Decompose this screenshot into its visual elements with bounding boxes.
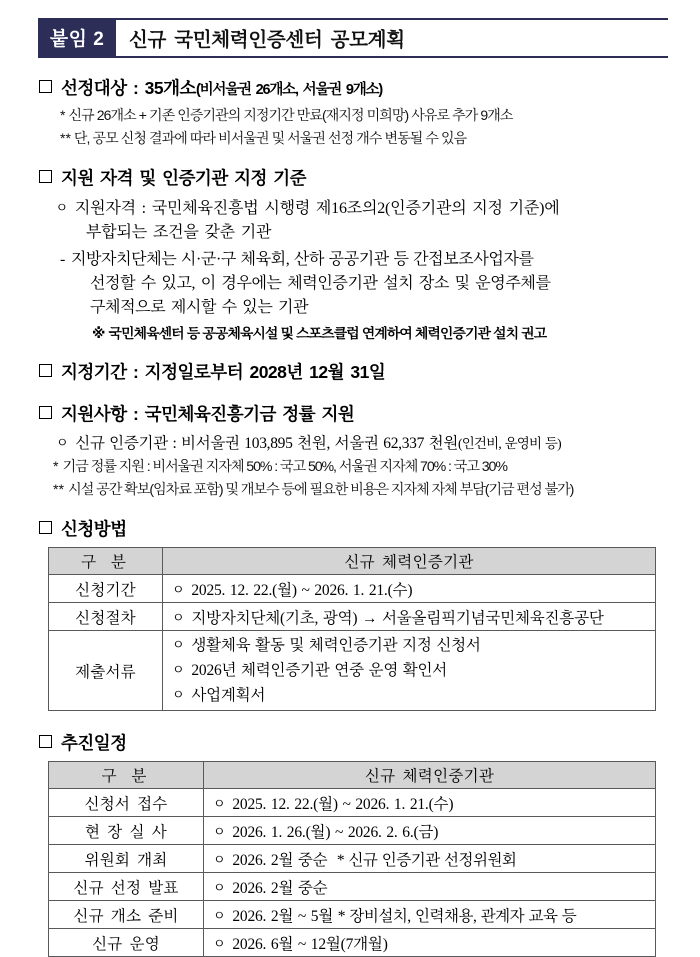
circle-bullet-icon: ㅇ bbox=[172, 687, 185, 703]
circle-bullet-icon: ㅇ bbox=[213, 879, 226, 895]
heading-implementation-schedule-text: 추진일정 bbox=[61, 733, 127, 754]
circle-bullet-icon: ㅇ bbox=[213, 851, 226, 867]
square-bullet-icon bbox=[39, 364, 52, 377]
support-item-main-paren: (인건비, 운영비 등) bbox=[458, 436, 561, 451]
circle-bullet-icon: ㅇ bbox=[172, 662, 185, 678]
table-row bbox=[49, 789, 656, 817]
submission-document-item-text: 사업계획서 bbox=[191, 687, 266, 705]
support-footnote-1-text: 기금 정률 지원 : 비서울권 지자체 50% : 국고 50%, 서울권 지자체 70% : 국고 30% bbox=[62, 459, 507, 475]
square-bullet-icon bbox=[39, 406, 52, 419]
row-label-site-inspection: 현 장 실 사 bbox=[49, 817, 204, 845]
submission-document-item bbox=[172, 633, 649, 658]
column-header-institution: 신규 체력인중기관 bbox=[204, 762, 656, 789]
double-asterisk-mark: ** bbox=[60, 130, 71, 146]
eligibility-item-1-line-2-wrap bbox=[34, 219, 668, 242]
row-value-opening-preparation bbox=[204, 901, 656, 929]
square-bullet-icon bbox=[39, 80, 52, 93]
submission-document-item bbox=[172, 658, 649, 683]
eligibility-reference-text: 국민체육센터 등 공공체육시설 및 스포츠클럽 연계하여 체력인증기관 설치 권고 bbox=[108, 326, 547, 341]
submission-document-item bbox=[172, 683, 649, 708]
heading-designation-period-text: 지정기간 : 지정일로부터 2028년 12월 31일 bbox=[61, 362, 386, 382]
eligibility-item-1-line-2: 부합되는 조건을 갖춘 기관 bbox=[86, 224, 272, 241]
row-label-selection-announcement: 신규 선정 발표 bbox=[49, 873, 204, 901]
eligibility-item-1-line-1: 지원자격 : 국민체육진흥법 시행령 제16조의2(인증기관의 지정 기준)에 bbox=[74, 200, 560, 217]
heading-support-details-text: 지원사항 : 국민체육진흥기금 정률 지원 bbox=[61, 404, 355, 424]
circle-bullet-icon: ㅇ bbox=[172, 637, 185, 652]
table-row bbox=[49, 845, 656, 873]
circle-bullet-icon: ㅇ bbox=[213, 795, 226, 811]
table-row bbox=[49, 901, 656, 929]
banner-title-wrap bbox=[116, 18, 668, 58]
attachment-badge: 붙임 2 bbox=[38, 18, 116, 58]
circle-bullet-icon: ㅇ bbox=[56, 435, 69, 450]
row-label-application-receipt: 신청서 접수 bbox=[49, 789, 204, 817]
heading-implementation-schedule bbox=[39, 730, 668, 755]
circle-bullet-icon: ㅇ bbox=[213, 935, 226, 951]
support-footnote-2 bbox=[34, 479, 668, 499]
row-value-committee-meeting-text: 2026. 2월 중순 bbox=[232, 851, 328, 869]
circle-bullet-icon: ㅇ bbox=[172, 609, 185, 625]
row-value-application-procedure bbox=[163, 603, 656, 631]
row-value-application-receipt bbox=[204, 789, 656, 817]
submission-document-item-text: 생활체육 활동 및 체력인증기관 지정 신청서 bbox=[191, 637, 481, 654]
table-header-row bbox=[49, 548, 656, 575]
eligibility-item-1 bbox=[34, 195, 668, 218]
row-label-new-operation: 신규 운영 bbox=[49, 929, 204, 957]
circle-bullet-icon: ㅇ bbox=[55, 200, 68, 215]
heading-eligibility-text: 지원 자격 및 인증기관 지정 기준 bbox=[61, 168, 307, 188]
row-value-opening-preparation-text: 2026. 2월 ~ 5월 bbox=[232, 907, 334, 925]
table-row bbox=[49, 817, 656, 845]
row-value-new-operation bbox=[204, 929, 656, 957]
row-value-selection-announcement bbox=[204, 873, 656, 901]
eligibility-item-2-line-3: 구체적으로 제시할 수 있는 기관 bbox=[90, 299, 309, 316]
square-bullet-icon bbox=[39, 735, 52, 748]
circle-bullet-icon: ㅇ bbox=[213, 823, 226, 839]
selection-note-1-text: 신규 26개소 + 기존 인증기관의 지정기간 만료(재지정 미희망) 사유로 추가 9개소 bbox=[68, 107, 513, 123]
row-label-opening-preparation: 신규 개소 준비 bbox=[49, 901, 204, 929]
row-label-application-period: 신청기간 bbox=[49, 575, 163, 603]
row-value-selection-announcement-text: 2026. 2월 중순 bbox=[232, 879, 328, 897]
heading-application-method-text: 신청방법 bbox=[61, 519, 127, 539]
eligibility-item-2-line-3-wrap bbox=[34, 294, 668, 317]
support-footnote-1 bbox=[34, 456, 668, 476]
circle-bullet-icon: ㅇ bbox=[213, 907, 226, 923]
row-value-committee-meeting bbox=[204, 845, 656, 873]
table-row bbox=[49, 603, 656, 631]
support-item-main-text: 신규 인증기관 : 비서울권 103,895 천원, 서울권 62,337 천원 bbox=[75, 435, 458, 452]
row-label-application-procedure: 신청절차 bbox=[49, 603, 163, 631]
square-bullet-icon bbox=[39, 521, 52, 534]
asterisk-mark: * bbox=[60, 107, 66, 123]
square-bullet-icon bbox=[39, 170, 52, 183]
row-value-new-operation-text: 2026. 6월 ~ 12월(7개월) bbox=[232, 935, 388, 953]
circle-bullet-icon: ㅇ bbox=[172, 581, 185, 597]
column-header-division: 구 분 bbox=[49, 548, 163, 575]
heading-application-method bbox=[39, 516, 668, 541]
eligibility-item-2 bbox=[34, 246, 668, 269]
eligibility-reference-note bbox=[34, 322, 668, 342]
column-header-institution: 신규 체력인증기관 bbox=[163, 548, 656, 575]
selection-note-1 bbox=[34, 105, 668, 125]
heading-support-details bbox=[39, 401, 668, 426]
asterisk-mark: * bbox=[53, 459, 59, 475]
table-header-row bbox=[49, 762, 656, 789]
support-item-main bbox=[34, 431, 668, 453]
heading-designation-period bbox=[39, 359, 668, 384]
eligibility-item-2-line-2: 선정할 수 있고, 이 경우에는 체력인증기관 설치 장소 및 운영주체를 bbox=[90, 275, 551, 292]
row-extra-committee-meeting: * 신규 인증기관 선정위원회 bbox=[336, 851, 517, 869]
table-row bbox=[49, 873, 656, 901]
heading-selection-target bbox=[39, 75, 668, 100]
eligibility-item-2-line-2-wrap bbox=[34, 270, 668, 293]
document-banner bbox=[38, 18, 668, 58]
column-header-division: 구 분 bbox=[49, 762, 204, 789]
row-value-site-inspection bbox=[204, 817, 656, 845]
table-row bbox=[49, 631, 656, 711]
heading-selection-target-sub: (비서울권 26개소, 서울권 9개소) bbox=[195, 82, 382, 98]
support-footnote-2-text: 시설 공간 확보(임차료 포함) 및 개보수 등에 필요한 비용은 지자체 자체 부담(기금 편성 불가) bbox=[68, 482, 574, 498]
application-method-table bbox=[48, 547, 656, 711]
row-label-committee-meeting: 위원회 개최 bbox=[49, 845, 204, 873]
eligibility-item-2-line-1: 지방자치단체는 시·군·구 체육회, 산하 공공기관 등 간접보조사업자를 bbox=[70, 251, 534, 268]
table-row bbox=[49, 929, 656, 957]
selection-note-2 bbox=[34, 128, 668, 148]
page-title: 신규 국민체력인증센터 공모계획 bbox=[129, 29, 405, 51]
double-asterisk-mark: ** bbox=[53, 482, 65, 498]
row-value-application-procedure-text: 지방자치단체(기초, 광역) → 서울올림픽기념국민체육진흥공단 bbox=[191, 609, 604, 627]
row-value-application-period bbox=[163, 575, 656, 603]
reference-mark-icon: ※ bbox=[92, 326, 105, 341]
table-row bbox=[49, 575, 656, 603]
heading-selection-target-main: 선정대상 : 35개소 bbox=[61, 78, 196, 98]
row-value-submission-documents bbox=[163, 631, 656, 711]
selection-note-2-text: 단, 공모 신청 결과에 따라 비서울권 및 서울권 선정 개수 변동될 수 있음 bbox=[73, 130, 467, 146]
row-extra-opening-preparation: * 장비설치, 인력채용, 관계자 교육 등 bbox=[337, 907, 577, 925]
submission-document-item-text: 2026년 체력인증기관 연중 운영 확인서 bbox=[191, 662, 448, 680]
row-value-site-inspection-text: 2026. 1. 26.(월) ~ 2026. 2. 6.(금) bbox=[232, 823, 439, 841]
row-value-application-receipt-text: 2025. 12. 22.(월) ~ 2026. 1. 21.(수) bbox=[232, 795, 454, 813]
implementation-schedule-table bbox=[48, 761, 656, 957]
dash-bullet-icon: - bbox=[60, 251, 65, 268]
row-label-submission-documents: 제출서류 bbox=[49, 631, 163, 711]
heading-eligibility bbox=[39, 165, 668, 190]
row-value-application-period-text: 2025. 12. 22.(월) ~ 2026. 1. 21.(수) bbox=[191, 581, 413, 599]
